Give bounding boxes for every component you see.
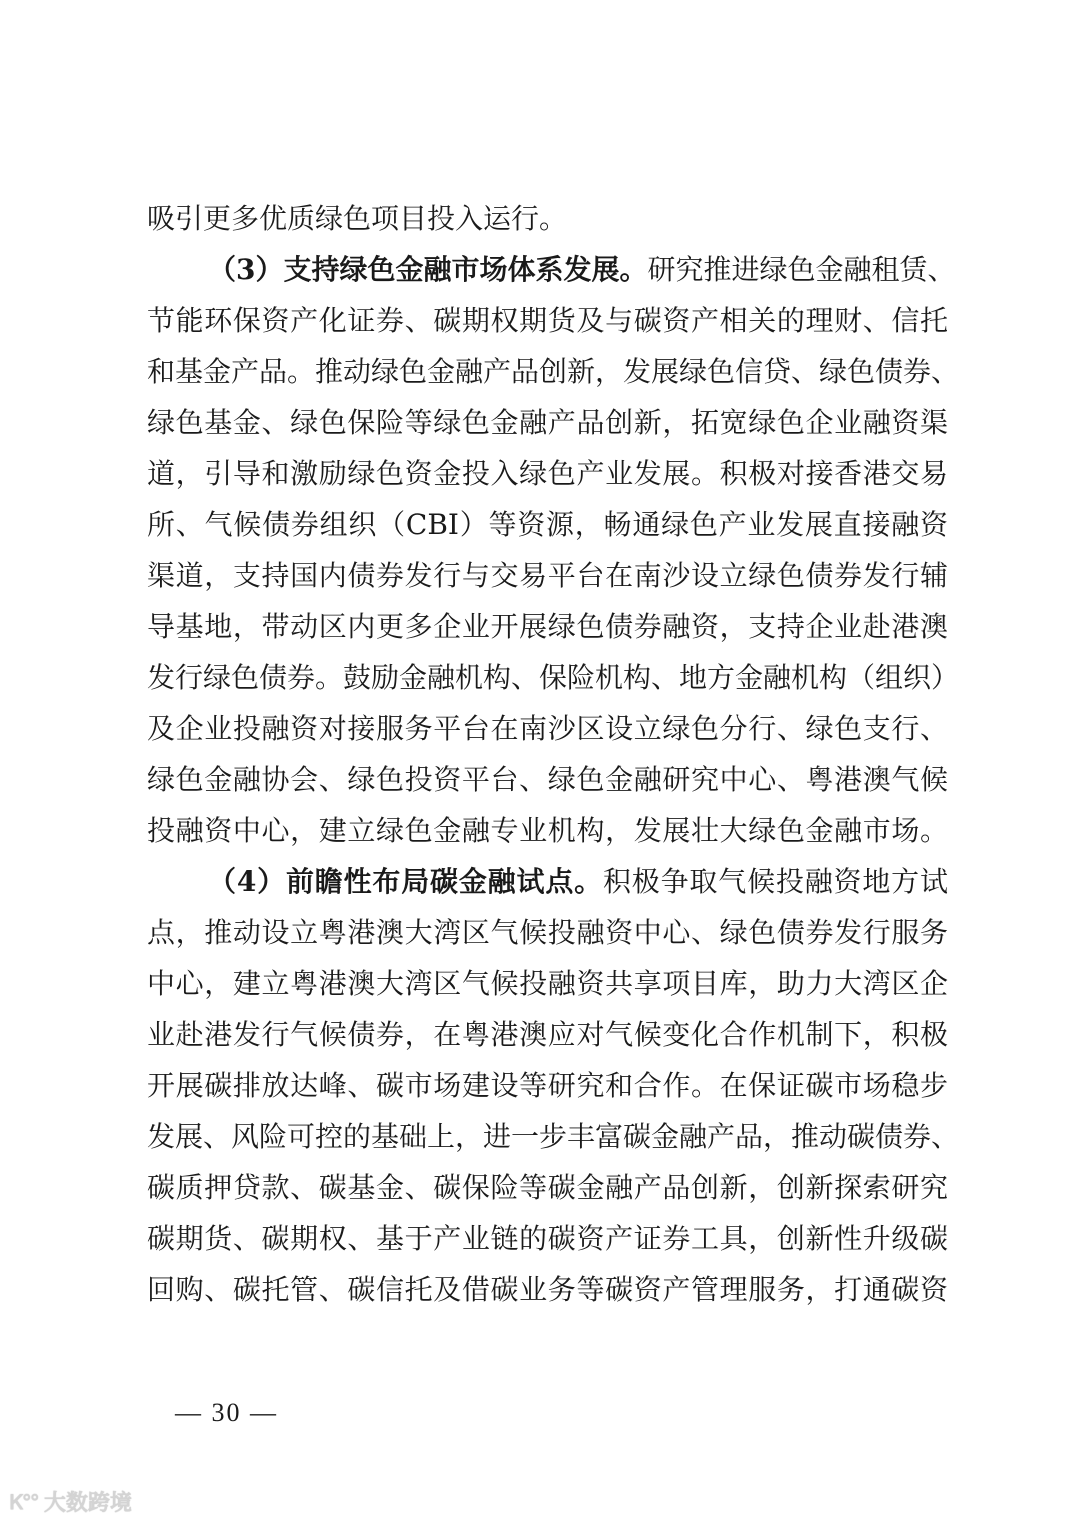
- text-line: 及企业投融资对接服务平台在南沙区设立绿色分行、绿色支行、: [147, 712, 948, 745]
- section-3-heading: （3）支持绿色金融市场体系发展。: [208, 253, 648, 286]
- text-line: 投融资中心，建立绿色金融专业机构，发展壮大绿色金融市场。: [147, 814, 948, 847]
- text-line: 所、气候债券组织（CBI）等资源，畅通绿色产业发展直接融资: [147, 508, 948, 541]
- text-line: 中心，建立粤港澳大湾区气候投融资共享项目库，助力大湾区企: [147, 967, 948, 1000]
- section-4-line: [147, 856, 948, 907]
- watermark-text: 大数跨境: [43, 1491, 132, 1516]
- text-line: 碳质押贷款、碳基金、碳保险等碳金融产品创新，创新探索研究: [147, 1171, 948, 1204]
- text-line: 回购、碳托管、碳信托及借碳业务等碳资产管理服务，打通碳资: [147, 1273, 948, 1306]
- text-line: 开展碳排放达峰、碳市场建设等研究和合作。在保证碳市场稳步: [147, 1069, 948, 1102]
- page-number: — 30 —: [175, 1398, 278, 1427]
- text-line: 吸引更多优质绿色项目投入运行。: [147, 202, 568, 235]
- text-line: 发行绿色债券。鼓励金融机构、保险机构、地方金融机构（组织）: [147, 661, 960, 694]
- text-line: 渠道，支持国内债券发行与交易平台在南沙设立绿色债券发行辅: [147, 559, 948, 592]
- watermark-logo-icon: Ꮶ°°: [10, 1489, 38, 1514]
- text-line: 导基地，带动区内更多企业开展绿色债券融资，支持企业赴港澳: [147, 610, 948, 643]
- text-line: 节能环保资产化证券、碳期权期货及与碳资产相关的理财、信托: [147, 304, 948, 337]
- section-4-heading: （4）前瞻性布局碳金融试点。: [208, 865, 603, 898]
- text-line: 绿色金融协会、绿色投资平台、绿色金融研究中心、粤港澳气候: [147, 763, 948, 796]
- section-3-line: [147, 244, 956, 295]
- section-4-text: 积极争取气候投融资地方试: [602, 865, 948, 898]
- text-line: 碳期货、碳期权、基于产业链的碳资产证券工具，创新性升级碳: [147, 1222, 948, 1255]
- text-line: 绿色基金、绿色保险等绿色金融产品创新，拓宽绿色企业融资渠: [147, 406, 948, 439]
- section-3-text: 研究推进绿色金融租赁、: [647, 253, 956, 286]
- text-line: 发展、风险可控的基础上，进一步丰富碳金融产品，推动碳债券、: [147, 1120, 960, 1153]
- text-line: 道，引导和激励绿色资金投入绿色产业发展。积极对接香港交易: [147, 457, 948, 490]
- text-line: 和基金产品。推动绿色金融产品创新，发展绿色信贷、绿色债券、: [147, 355, 960, 388]
- text-line: 业赴港发行气候债券，在粤港澳应对气候变化合作机制下，积极: [147, 1018, 948, 1051]
- watermark: [10, 1486, 132, 1517]
- document-body: [147, 193, 960, 1315]
- text-line: 点，推动设立粤港澳大湾区气候投融资中心、绿色债券发行服务: [147, 916, 948, 949]
